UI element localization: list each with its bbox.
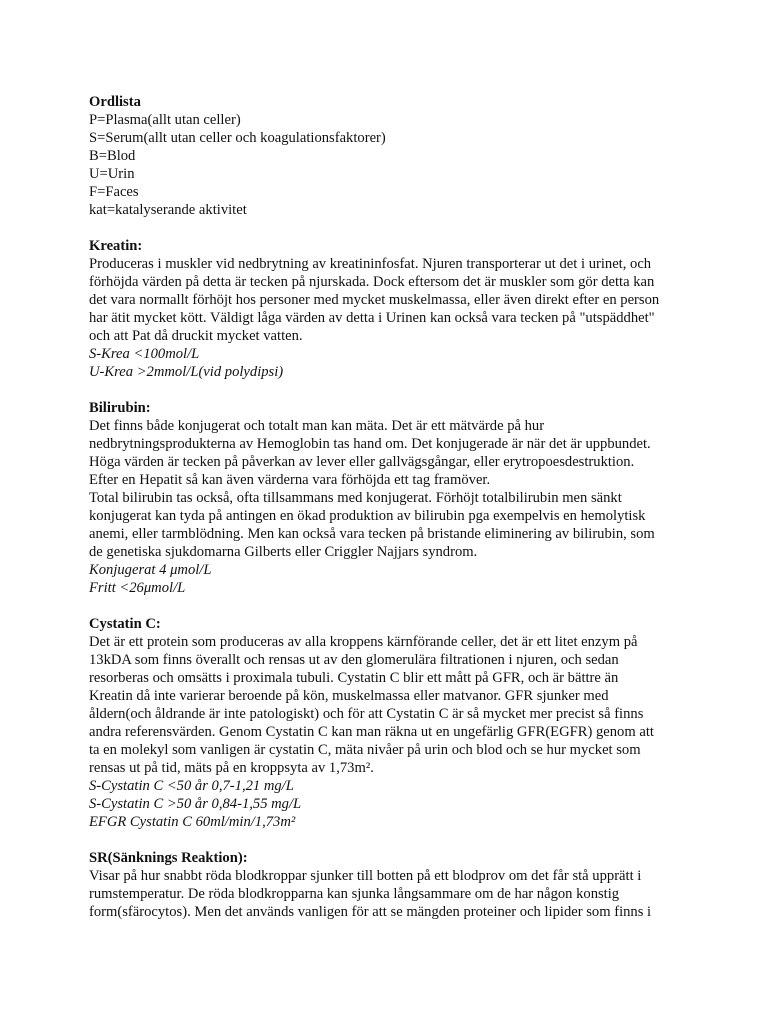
cystatin-heading: Cystatin C:	[89, 616, 161, 632]
paragraph-line: andra referensvärden. Genom Cystatin C kan man räkna ut en ungefärlig GFR(EGFR) genom att	[89, 724, 654, 740]
paragraph-line: Det är ett protein som produceras av alla kroppens kärnförande celler, det är ett litet enzym på	[89, 634, 638, 650]
paragraph-line: det vara normallt förhöjt hos personer med mycket muskelmassa, eller även direkt efter en person	[89, 292, 660, 308]
glossary-heading: Ordlista	[89, 94, 141, 110]
paragraph-line: och att Pat då druckit mycket vatten.	[89, 328, 303, 344]
reference-value: Fritt <26μmol/L	[89, 580, 186, 596]
glossary-item: U=Urin	[89, 166, 135, 182]
reference-value: U-Krea >2mmol/L(vid polydipsi)	[89, 364, 284, 380]
sr-heading: SR(Sänknings Reaktion):	[89, 850, 248, 866]
kreatin-section	[89, 237, 689, 381]
sr-section	[89, 849, 689, 921]
bilirubin-section	[89, 399, 689, 597]
glossary-item: B=Blod	[89, 148, 136, 164]
paragraph-line: Höga värden är tecken på påverkan av lever eller gallvägsgångar, eller erytropoesdestruktion.	[89, 454, 635, 470]
reference-value: Konjugerat 4 μmol/L	[89, 562, 212, 578]
document-page	[89, 93, 689, 939]
paragraph-line: nedbrytningsprodukterna av Hemoglobin tas hand om. Det konjugerade är när det är uppbundet.	[89, 436, 651, 452]
paragraph-line: de genetiska sjukdomarna Gilberts eller Criggler Najjars syndrom.	[89, 544, 478, 560]
paragraph-line: Det finns både konjugerat och totalt man kan mäta. Det är ett mätvärde på hur	[89, 418, 545, 434]
paragraph-line: Kreatin då inte varierar beroende på kön, muskelmassa eller matvanor. GFR sjunker med	[89, 688, 609, 704]
reference-value: S-Cystatin C <50 år 0,7-1,21 mg/L	[89, 778, 294, 794]
paragraph-line: rensas ut på tid, mäts på en kroppsyta av 1,73m².	[89, 760, 374, 776]
paragraph-line: resorberas och omsätts i proximala tubuli. Cystatin C blir ett mått på GFR, och är bättre än	[89, 670, 619, 686]
kreatin-heading: Kreatin:	[89, 238, 143, 254]
paragraph-line: ta en molekyl som vanligen är cystatin C, mäta nivåer på urin och blod och se hur mycket som	[89, 742, 641, 758]
glossary-item: P=Plasma(allt utan celler)	[89, 112, 241, 128]
paragraph-line: Produceras i muskler vid nedbrytning av kreatininfosfat. Njuren transporterar ut det i urinet, och	[89, 256, 652, 272]
paragraph-line: Efter en Hepatit så kan även värderna vara förhöjda ett tag framöver.	[89, 472, 491, 488]
cystatin-section	[89, 615, 689, 831]
glossary-section	[89, 93, 689, 219]
paragraph-line: förhöjda värden på detta är tecken på njurskada. Dock eftersom det är muskler som gör detta kan	[89, 274, 655, 290]
glossary-item: S=Serum(allt utan celler och koagulationsfaktorer)	[89, 130, 386, 146]
paragraph-line: Total bilirubin tas också, ofta tillsammans med konjugerat. Förhöjt totalbilirubin men sänkt	[89, 490, 622, 506]
reference-value: EFGR Cystatin C 60ml/min/1,73m²	[89, 814, 296, 830]
glossary-item: kat=katalyserande aktivitet	[89, 202, 247, 218]
reference-value: S-Cystatin C >50 år 0,84-1,55 mg/L	[89, 796, 302, 812]
paragraph-line: form(sfärocytos). Men det används vanligen för att se mängden proteiner och lipider som finns i	[89, 904, 652, 920]
glossary-item: F=Faces	[89, 184, 139, 200]
paragraph-line: konjugerat kan tyda på antingen en ökad produktion av bilirubin pga exempelvis en hemolytisk	[89, 508, 646, 524]
bilirubin-heading: Bilirubin:	[89, 400, 151, 416]
paragraph-line: har ätit mycket kött. Väldigt låga värden av detta i Urinen kan också vara tecken på "utspäddhet"	[89, 310, 655, 326]
paragraph-line: 13kDA som finns överallt och rensas ut av den glomerulära filtrationen i njuren, och sedan	[89, 652, 619, 668]
reference-value: S-Krea <100mol/L	[89, 346, 200, 362]
paragraph-line: rumstemperatur. De röda blodkropparna kan sjunka långsammare om de har någon konstig	[89, 886, 620, 902]
paragraph-line: anemi, eller tarmblödning. Men kan också vara tecken på bristande eliminering av bilirubin, som	[89, 526, 655, 542]
paragraph-line: Visar på hur snabbt röda blodkroppar sjunker till botten på ett blodprov om det får stå upprätt i	[89, 868, 642, 884]
paragraph-line: åldern(och åldrande är inte patologiskt) och för att Cystatin C är så mycket mer precist så finns	[89, 706, 644, 722]
